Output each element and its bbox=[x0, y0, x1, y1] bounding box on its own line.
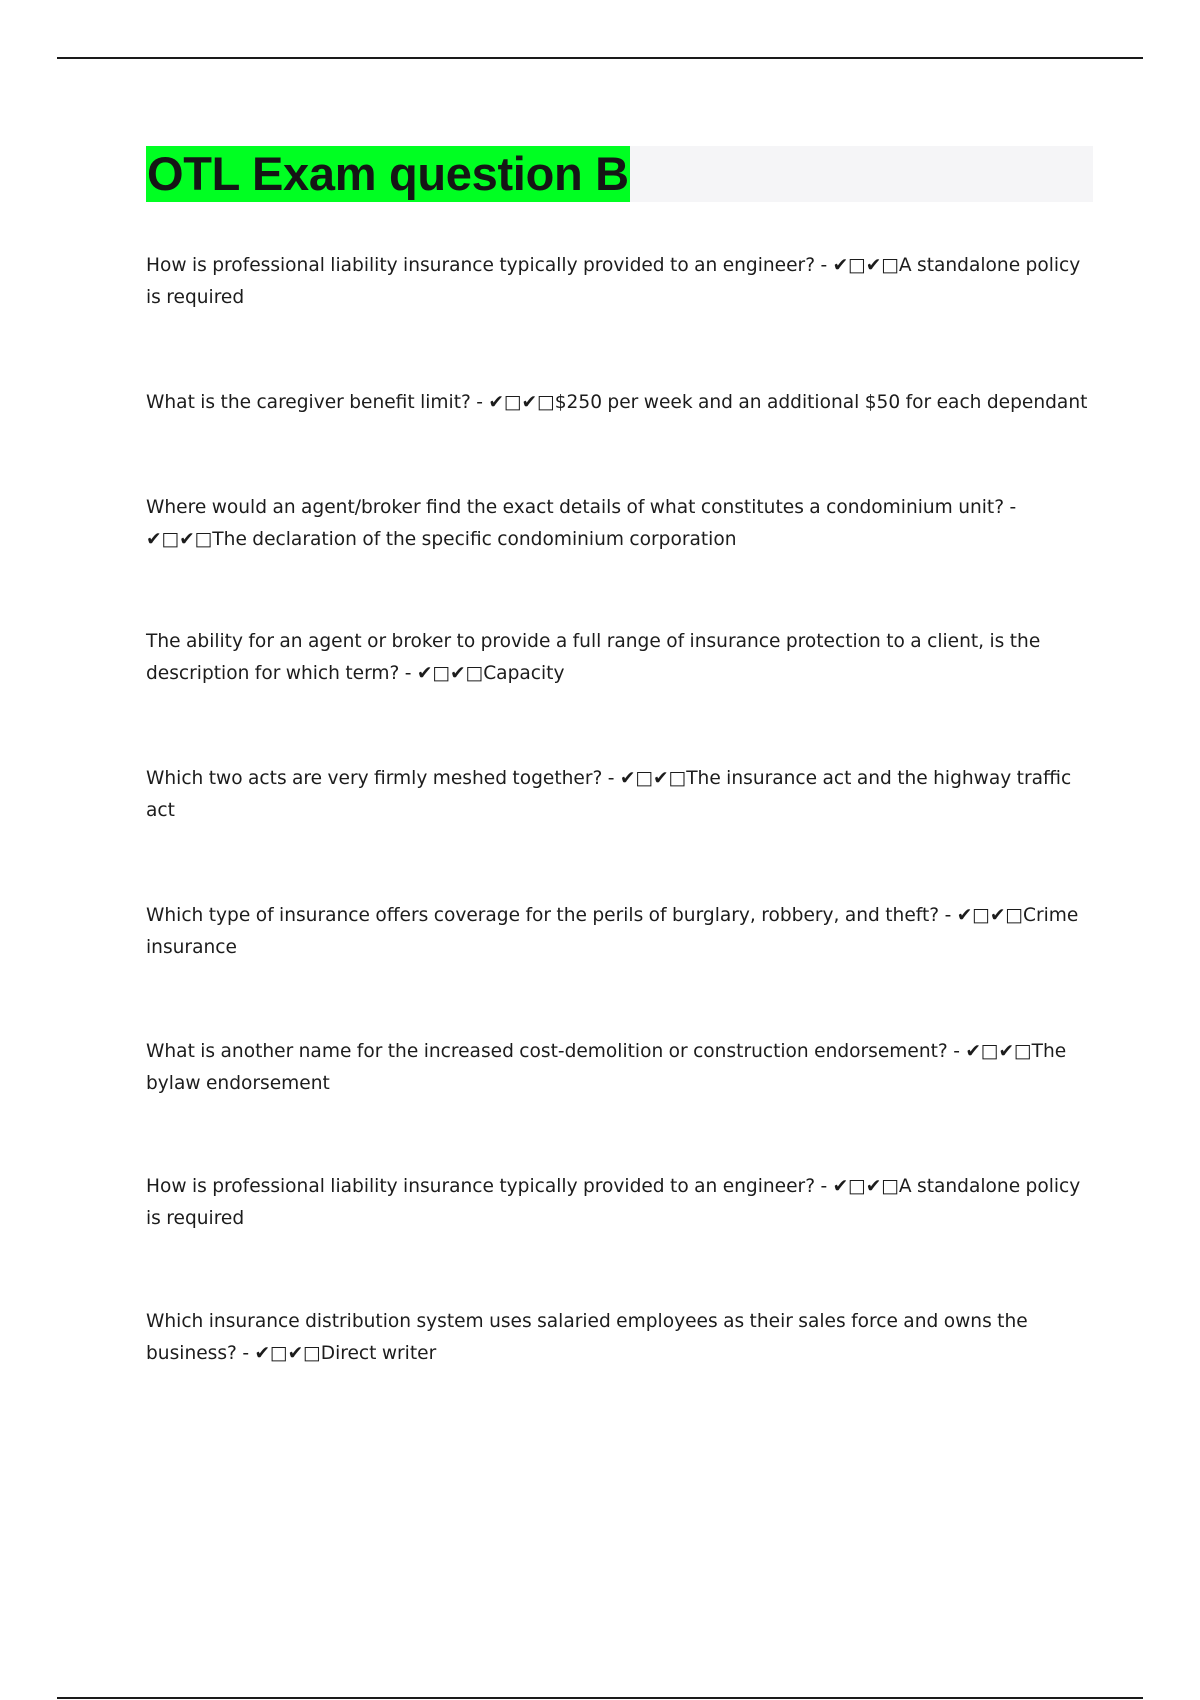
question-text: How is professional liability insurance typically provided to an engineer? bbox=[146, 1176, 816, 1197]
check-marks-icon: ✔□✔□ bbox=[956, 905, 1023, 926]
answer-text: Direct writer bbox=[320, 1343, 437, 1364]
answer-text: The declaration of the specific condominium corporation bbox=[212, 529, 737, 550]
answer-text: Capacity bbox=[483, 663, 565, 684]
question-text: Where would an agent/broker find the exact details of what constitutes a condominium unit? bbox=[146, 497, 1005, 518]
qa-separator: - bbox=[1004, 497, 1017, 518]
qa-separator: - bbox=[236, 1343, 255, 1364]
footer-rule bbox=[57, 1697, 1143, 1699]
qa-separator: - bbox=[602, 768, 620, 789]
header-rule bbox=[57, 57, 1143, 59]
qa-item bbox=[146, 763, 1091, 827]
answer-text: $250 per week and an additional $50 for each dependant bbox=[554, 392, 1088, 413]
check-marks-icon: ✔□✔□ bbox=[146, 529, 213, 550]
qa-item bbox=[146, 387, 1091, 419]
question-text: What is the caregiver benefit limit? bbox=[146, 392, 471, 413]
question-text: Which type of insurance offers coverage for the perils of burglary, robbery, and theft? bbox=[146, 905, 940, 926]
qa-item bbox=[146, 1171, 1091, 1235]
check-marks-icon: ✔□✔□ bbox=[416, 663, 484, 684]
answer-text: A standalone policy is required bbox=[146, 255, 1081, 308]
answer-text: The insurance act and the highway traffic act bbox=[146, 768, 1072, 821]
check-marks-icon: ✔□✔□ bbox=[832, 255, 899, 276]
question-text: Which insurance distribution system uses salaried employees as their sales force and owns the business? bbox=[146, 1311, 1028, 1364]
qa-item bbox=[146, 250, 1091, 314]
check-marks-icon: ✔□✔□ bbox=[254, 1343, 321, 1364]
qa-separator: - bbox=[399, 663, 417, 684]
check-marks-icon: ✔□✔□ bbox=[619, 768, 687, 789]
qa-item bbox=[146, 626, 1091, 690]
answer-text: Crime insurance bbox=[146, 905, 1079, 958]
qa-separator: - bbox=[470, 392, 489, 413]
qa-item bbox=[146, 900, 1091, 964]
question-text: What is another name for the increased cost-demolition or construction endorsement? bbox=[146, 1041, 948, 1062]
question-text: How is professional liability insurance typically provided to an engineer? bbox=[146, 255, 816, 276]
qa-separator: - bbox=[815, 1176, 833, 1197]
qa-item bbox=[146, 1036, 1091, 1100]
qa-item bbox=[146, 492, 1091, 556]
qa-separator: - bbox=[947, 1041, 966, 1062]
qa-separator: - bbox=[815, 255, 833, 276]
document-title: OTL Exam question B bbox=[147, 147, 629, 200]
check-marks-icon: ✔□✔□ bbox=[832, 1176, 899, 1197]
question-text: The ability for an agent or broker to provide a full range of insurance protection to a client, is the description for which term? bbox=[146, 631, 1041, 684]
qa-separator: - bbox=[939, 905, 957, 926]
answer-text: A standalone policy is required bbox=[146, 1176, 1081, 1229]
check-marks-icon: ✔□✔□ bbox=[488, 392, 555, 413]
check-marks-icon: ✔□✔□ bbox=[965, 1041, 1032, 1062]
answer-text: The bylaw endorsement bbox=[146, 1041, 1067, 1094]
question-text: Which two acts are very firmly meshed together? bbox=[146, 768, 603, 789]
qa-item bbox=[146, 1306, 1091, 1370]
